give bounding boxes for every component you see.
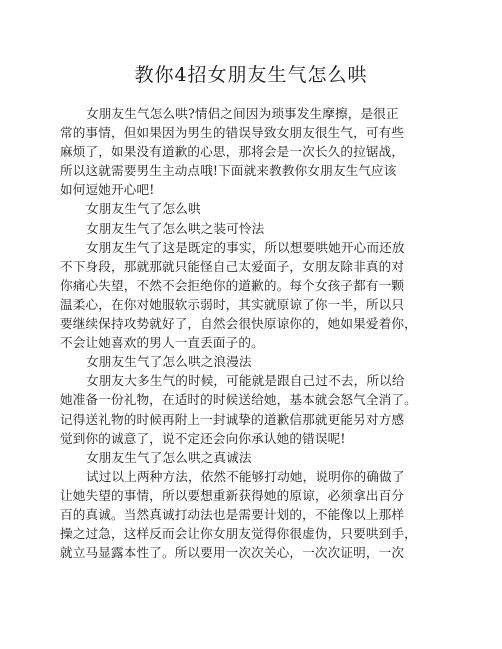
heading-line: 女朋友生气了怎么哄之装可怜法 <box>86 220 265 236</box>
text-line: 如何逗她开心吧! <box>60 182 155 198</box>
text-line: 让她失望的事情，所以要想重新获得她的原谅，必须拿出百分 <box>60 487 405 503</box>
text-line: 不会让她喜欢的男人一直丢面子的。 <box>60 335 264 351</box>
text-line: 麻烦了，如果没有道歉的心思，那将会是一次长久的拉锯战， <box>60 144 405 160</box>
text-line: 女朋友大多生气的时候，可能就是跟自己过不去，所以给 <box>86 373 405 389</box>
section-heading <box>60 199 456 218</box>
text-line: 就立马显露本性了。所以要用一次次关心，一次次证明，一次 <box>60 545 405 561</box>
text-line: 操之过急，这样反而会让你女朋友觉得你很虚伪，只要哄到手， <box>60 526 417 542</box>
method-paragraph-pity <box>60 238 456 353</box>
text-line: 所以这就需要男生主动点哦!下面就来教教你女朋友生气应该 <box>60 163 397 179</box>
text-line: 要继续保持攻势就好了，自然会很快原谅你的，她如果爱着你， <box>60 316 417 332</box>
text-line: 不下身段，那就那就只能怪自己太爱面子，女朋友除非真的对 <box>60 258 405 274</box>
heading-line: 女朋友生气了怎么哄之浪漫法 <box>86 354 252 370</box>
text-line: 你痛心失望，不然不会拒绝你的道歉的。每个女孩子都有一颗 <box>60 277 405 293</box>
method-paragraph-romance <box>60 371 456 447</box>
method-heading-sincerity <box>60 448 456 467</box>
text-line: 她准备一份礼物，在适时的时候送给她，基本就会怒气全消了。 <box>60 392 417 408</box>
text-line: 常的事情，但如果因为男生的错误导致女朋友很生气，可有些 <box>60 125 405 141</box>
article-body <box>60 104 456 562</box>
page-title: 教你4招女朋友生气怎么哄 <box>134 64 368 86</box>
text-line: 试过以上两种方法，依然不能够打动她，说明你的确做了 <box>86 468 405 484</box>
text-line: 女朋友生气了这是既定的事实，所以想要哄她开心而还放 <box>86 239 405 255</box>
text-line: 温柔心，在你对她服软示弱时，其实就原谅了你一半，所以只 <box>60 296 405 312</box>
method-heading-romance <box>60 352 456 371</box>
text-line: 女朋友生气怎么哄?情侣之间因为琐事发生摩擦，是很正 <box>86 106 399 121</box>
method-heading-pity <box>60 219 456 238</box>
intro-paragraph <box>60 104 456 199</box>
method-paragraph-sincerity <box>60 467 456 562</box>
heading-line: 女朋友生气了怎么哄 <box>86 201 201 217</box>
text-line: 觉到你的诚意了，说不定还会向你承认她的错误呢! <box>60 430 346 446</box>
text-line: 百的真诚。当然真诚打动法也是需要计划的，不能像以上那样 <box>60 506 405 522</box>
heading-line: 女朋友生气了怎么哄之真诚法 <box>86 449 252 465</box>
text-line: 记得送礼物的时候再附上一封诚挚的道歉信那就更能另对方感 <box>60 411 405 427</box>
